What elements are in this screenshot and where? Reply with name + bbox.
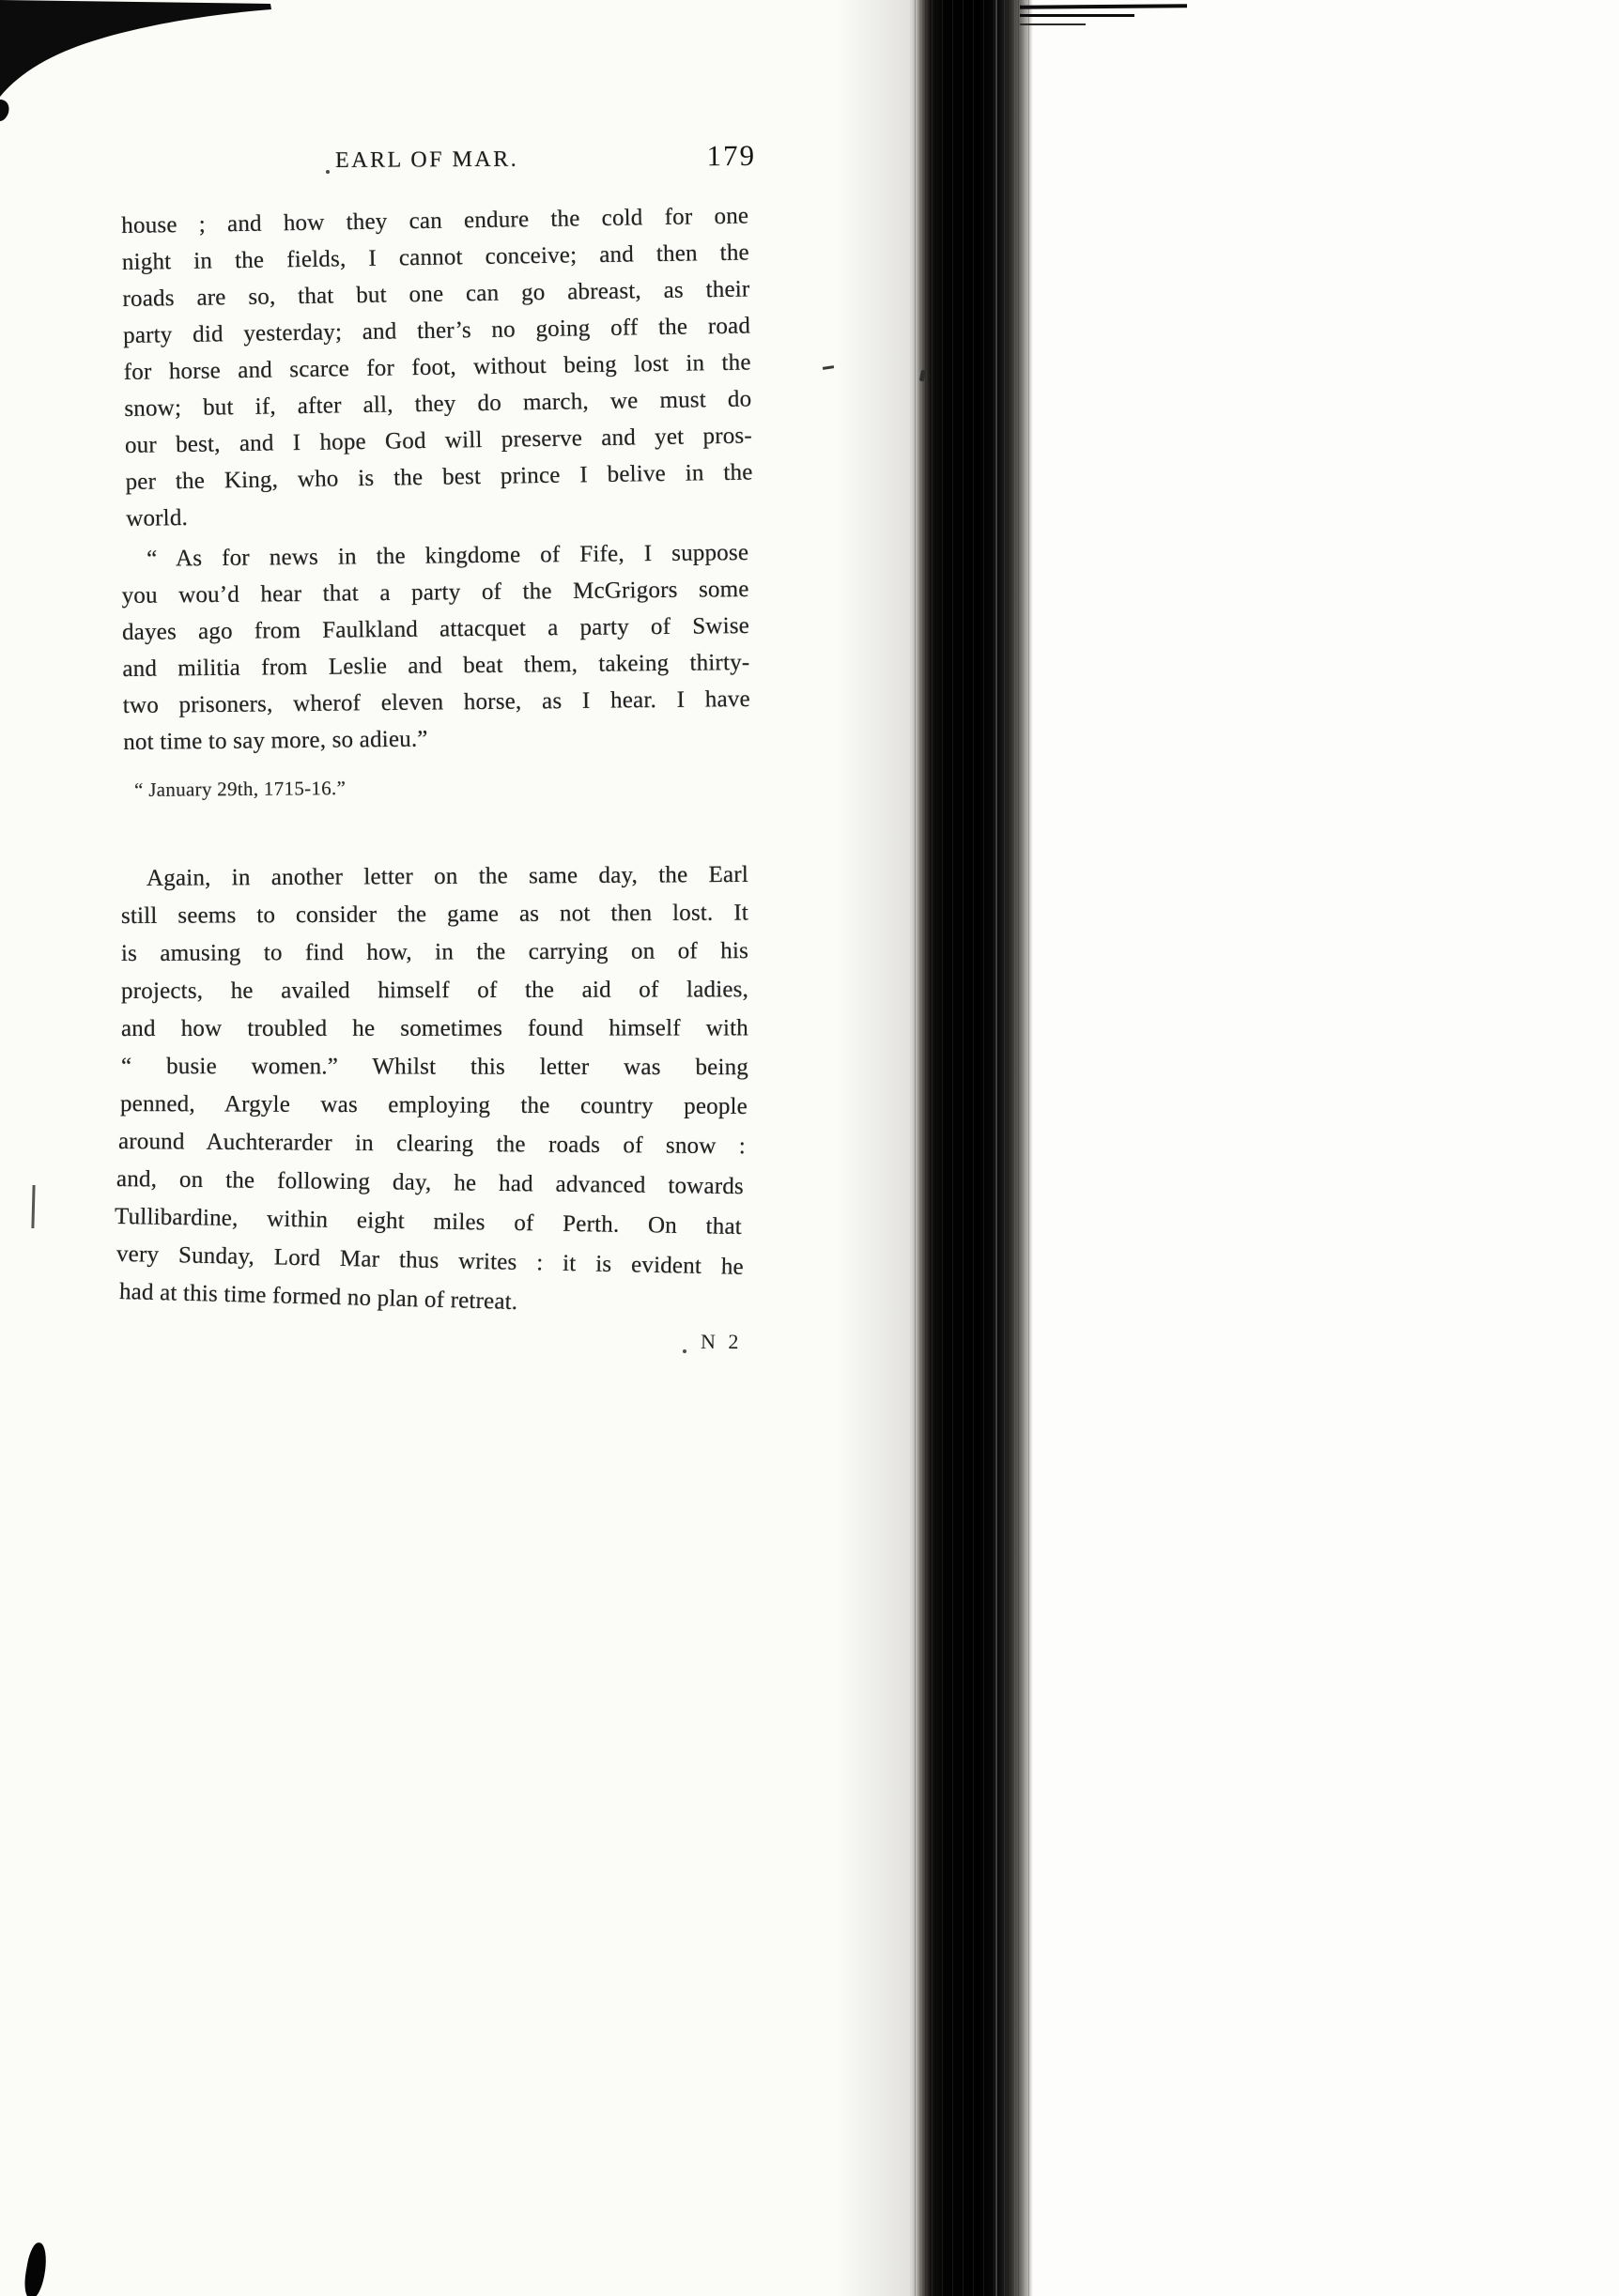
page-number: 179	[706, 138, 757, 173]
scan-line-artifact	[1020, 14, 1134, 17]
ink-speck	[326, 170, 330, 174]
text-line: roads are so, that but one can go abreast, as their	[122, 276, 750, 312]
text-line: world.	[125, 504, 189, 532]
text-line: Tullibardine, within eight miles of Perth. On that	[114, 1203, 743, 1240]
letter-paragraph-continuation	[121, 198, 753, 537]
text-line: and militia from Leslie and beat them, takeing thirty-	[122, 649, 750, 682]
text-line: house ; and how they can endure the cold for one	[121, 203, 749, 239]
text-line: and how troubled he sometimes found himself with	[120, 1015, 749, 1041]
text-line: party did yesterday; and ther’s no going off the road	[122, 313, 751, 348]
text-line: had at this time formed no plan of retreat.	[118, 1278, 518, 1316]
text-line: around Auchterarder in clearing the roads of snow :	[117, 1128, 747, 1160]
gutter-shadow	[836, 0, 916, 2296]
narrative-paragraph	[114, 860, 749, 1316]
text-line: very Sunday, Lord Mar thus writes : it is evident he	[116, 1240, 745, 1280]
scan-line-artifact	[1020, 23, 1086, 25]
text-line: “ busie women.” Whilst this letter was being	[120, 1054, 749, 1081]
text-line: “ As for news in the kingdome of Fife, I suppose	[146, 540, 749, 572]
text-line: dayes ago from Faulkland attacquet a party of Swise	[121, 613, 750, 645]
text-line: penned, Argyle was employing the country people	[119, 1090, 748, 1119]
text-line: you wou’d hear that a party of the McGrigors some	[121, 577, 749, 609]
text-line: not time to say more, so adieu.”	[123, 726, 428, 755]
letter-date-line: “ January 29th, 1715-16.”	[134, 777, 347, 801]
text-line: still seems to consider the game as not then lost. It	[120, 900, 749, 929]
text-line: snow; but if, after all, they do march, we must do	[124, 386, 752, 422]
text-block	[114, 0, 753, 2296]
text-line: Again, in another letter on the same day, the Earl	[146, 861, 749, 891]
text-line: our best, and I hope God will preserve and yet pros-	[124, 423, 753, 458]
spine-shadow-band	[909, 0, 1033, 2296]
scanner-background	[939, 0, 1619, 2296]
text-line: is amusing to find how, in the carrying on of his	[120, 938, 749, 966]
ink-speck	[683, 1349, 686, 1353]
text-line: two prisoners, wherof eleven horse, as I hear. I have	[122, 686, 750, 718]
text-line: per the King, who is the best prince I belive in the	[125, 459, 753, 495]
text-line: projects, he availed himself of the aid of ladies,	[120, 977, 749, 1004]
text-line: for horse and scarce for foot, without being lost in the	[123, 349, 751, 385]
running-header-title: EARL OF MAR.	[335, 146, 519, 173]
signature-mark: N 2	[700, 1329, 743, 1354]
text-line: night in the fields, I cannot conceive; and then the	[121, 239, 750, 275]
text-line: and, on the following day, he had advanced towards	[116, 1165, 745, 1200]
letter-paragraph-news	[121, 534, 750, 761]
